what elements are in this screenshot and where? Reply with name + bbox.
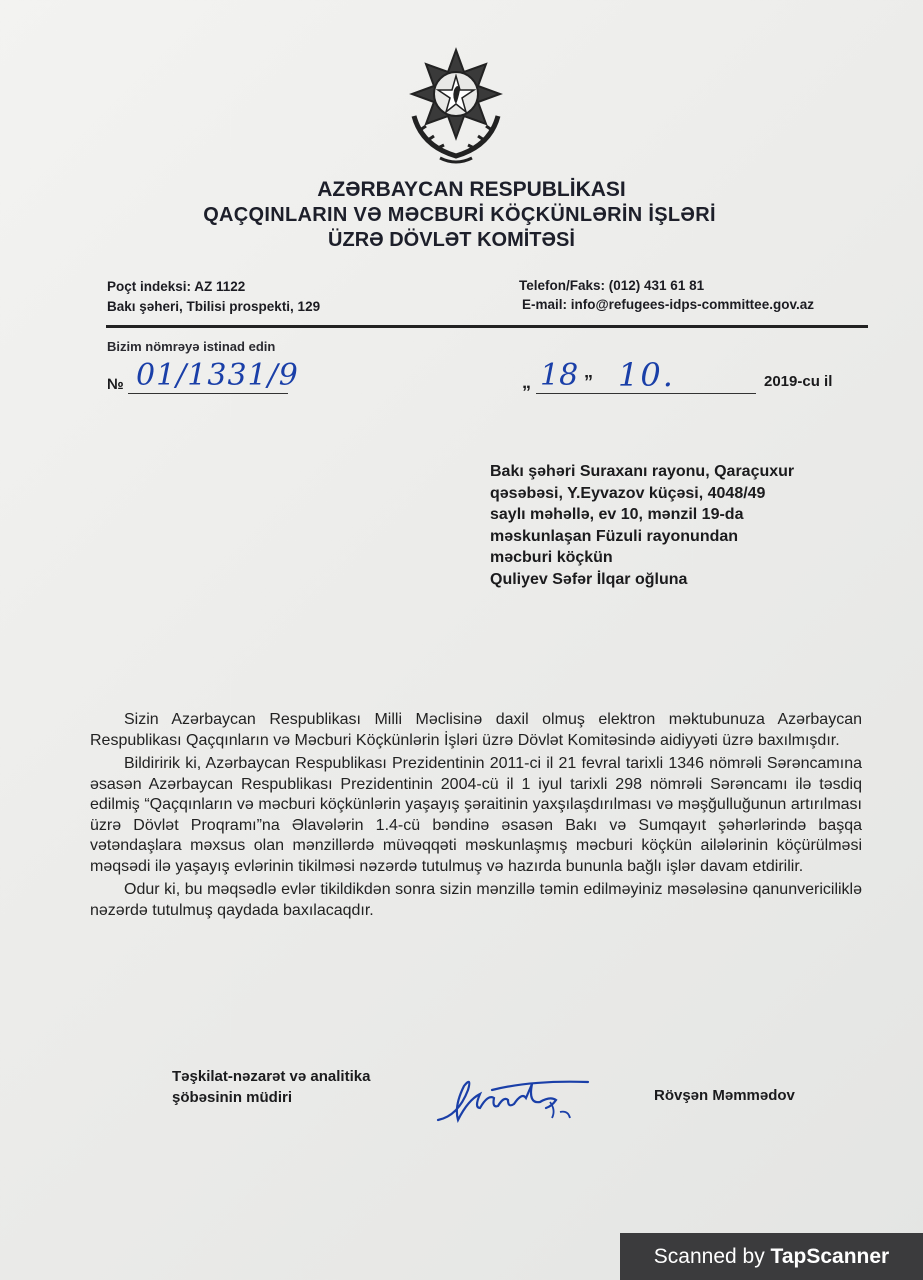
date-month: 10. [618, 356, 675, 394]
body-paragraph: Sizin Azərbaycan Respublikası Milli Məclisinə daxil olmuş elektron məktubunuza Azərbaycan Respublikası Qaçqınların və Məcburi Köçkünlərin İşləri üzrə Dövlət Komitəsində aidiyyəti üzrə baxılmışdır. [90, 711, 862, 749]
state-emblem-icon [400, 46, 512, 166]
postal-code: Poçt indeksi: AZ 1122 [107, 279, 246, 294]
phone-fax: Telefon/Faks: (012) 431 61 81 [519, 278, 705, 293]
addressee-line: məskunlaşan Füzuli rayonundan [490, 527, 739, 545]
date-quote-open: „ [522, 372, 531, 392]
addressee-line: məcburi köçkün [490, 549, 613, 566]
addressee-line: qəsəbəsi, Y.Eyvazov küçəsi, 4048/49 [490, 484, 766, 502]
letter-body [90, 710, 862, 924]
reference-caption: Bizim nömrəyə istinad edin [107, 339, 276, 354]
body-paragraph: Odur ki, bu məqsədlə evlər tikildikdən sonra sizin mənzillə təmin edilməyiniz məsələsinə qanunvericiliklə nəzərdə tutulmuş qaydada baxılacaqdır. [90, 881, 862, 919]
addressee-block [490, 461, 850, 590]
date-underline [536, 393, 756, 394]
addressee-line: Quliyev Səfər İlqar oğluna [490, 570, 688, 588]
addressee-line: saylı məhəllə, ev 10, mənzil 19-da [490, 506, 744, 523]
org-title-line1: AZƏRBAYCAN RESPUBLİKASI [317, 178, 626, 201]
date-quote-close: ” [584, 372, 593, 392]
signatory-title-line1: Təşkilat-nəzarət və analitika [172, 1068, 371, 1085]
org-title-line3: ÜZRƏ DÖVLƏT KOMİTƏSİ [328, 229, 575, 251]
header-divider [106, 325, 868, 328]
date-year: 2019-cu il [764, 373, 833, 390]
number-label: № [107, 376, 124, 393]
signatory-name: Rövşən Məmmədov [654, 1087, 795, 1104]
body-paragraph: Bildiririk ki, Azərbaycan Respublikası Prezidentinin 2011-ci il 21 fevral tarixli 1346 nömrəli Sərəncamına əsasən Azərbaycan Respublikası Prezidentinin 2004-cü il 1 iyul tarixli 298 nömrəli Sərəncamı ilə təsdiq edilmiş “Qaçqınların və məcburi köçkünlərin yaşayış şəraitinin yaxşılaşdırılması və məşğulluğunun artırılması üzrə Dövlət Proqramı”na Əlavələrin 1.4-cü bəndinə əsasən Bakı və Sumqayıt şəhərlərində başqa vətəndaşlara məxsus olan mənzillərdə müvəqqəti məskunlaşmış məcburi köçkün ailələrinin köçürülməsi məqsədi ilə yaşayış evlərinin tikilməsi nəzərdə tutulmuş və hazırda bununla bağlı işlər davam etdirilir. [90, 755, 862, 875]
org-title-line2: QAÇQINLARIN VƏ MƏCBURİ KÖÇKÜNLƏRİN İŞLƏRİ [203, 204, 716, 226]
signatory-title-line2: şöbəsinin müdiri [172, 1089, 293, 1106]
date-day: 18 [540, 358, 579, 393]
watermark-prefix: Scanned by [653, 1245, 771, 1268]
addressee-line: Bakı şəhəri Suraxanı rayonu, Qaraçuxur [490, 463, 795, 480]
signature-icon [432, 1068, 602, 1136]
signatory-title [172, 1066, 370, 1108]
watermark-brand: TapScanner [770, 1245, 890, 1268]
scanner-watermark [620, 1233, 923, 1280]
email-address: E-mail: info@refugees-idps-committee.gov.az [522, 297, 814, 312]
reference-number: 01/1331/9 [136, 358, 299, 393]
street-address: Bakı şəheri, Tbilisi prospekti, 129 [107, 299, 321, 314]
number-underline [128, 393, 288, 394]
